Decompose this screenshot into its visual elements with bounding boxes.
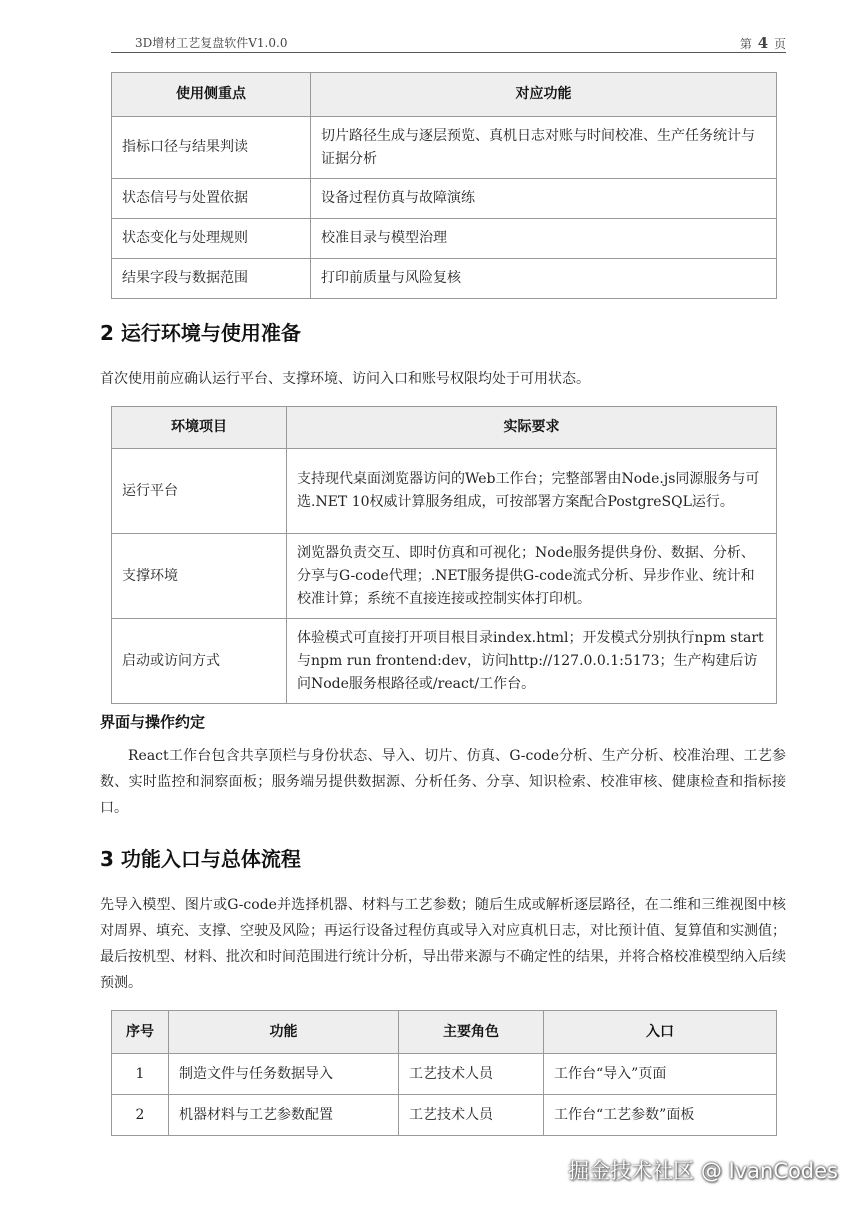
environment-table — [111, 406, 777, 704]
table-header-row — [112, 73, 777, 117]
table-cell: 制造文件与任务数据导入 — [169, 1054, 399, 1095]
table-row — [112, 449, 777, 534]
table-row — [112, 179, 777, 219]
table-row — [112, 117, 777, 179]
table-cell: 指标口径与结果判读 — [112, 117, 311, 179]
page-suffix: 页 — [773, 37, 786, 51]
table-row — [112, 1054, 777, 1095]
column-header: 对应功能 — [311, 73, 777, 117]
table-cell: 工作台“导入”页面 — [544, 1054, 777, 1095]
table-cell: 体验模式可直接打开项目根目录index.html；开发模式分别执行npm start与npm run frontend:dev，访问http://127.0.0.1:5173；生产构建后访问Node服务根路径或/react/工作台。 — [287, 619, 777, 704]
table-cell: 1 — [112, 1054, 169, 1095]
page-prefix: 第 — [739, 37, 752, 51]
table-cell: 工艺技术人员 — [399, 1095, 544, 1136]
watermark: 掘金技术社区 @ IvanCodes — [568, 1159, 838, 1183]
column-header: 环境项目 — [112, 407, 287, 449]
table-cell: 工作台“工艺参数”面板 — [544, 1095, 777, 1136]
function-entry-table — [111, 1010, 777, 1136]
table-cell: 状态变化与处理规则 — [112, 219, 311, 259]
page-header — [111, 30, 786, 53]
section-intro: 先导入模型、图片或G-code并选择机器、材料与工艺参数；随后生成或解析逐层路径，在二维和三维视图中核对周界、填充、支撑、空驶及风险；再运行设备过程仿真或导入对应真机日志，对比预计值、复算值和实测值；最后按机型、材料、批次和时间范围进行统计分析，导出带来源与不确定性的结果，并将合格校准模型纳入后续预测。 — [100, 897, 786, 991]
column-header: 使用侧重点 — [112, 73, 311, 117]
table-row — [112, 259, 777, 299]
page-number: 4 — [757, 34, 769, 52]
table-cell: 2 — [112, 1095, 169, 1136]
table-row — [112, 219, 777, 259]
column-header: 实际要求 — [287, 407, 777, 449]
section-heading: 3 功能入口与总体流程 — [100, 847, 301, 871]
column-header: 序号 — [112, 1011, 169, 1054]
table-cell: 结果字段与数据范围 — [112, 259, 311, 299]
table-cell: 打印前质量与风险复核 — [311, 259, 777, 299]
table-cell: 工艺技术人员 — [399, 1054, 544, 1095]
table-cell: 浏览器负责交互、即时仿真和可视化；Node服务提供身份、数据、分析、分享与G-code代理；.NET服务提供G-code流式分析、异步作业、统计和校准计算；系统不直接连接或控制实体打印机。 — [287, 534, 777, 619]
table-row — [112, 619, 777, 704]
table-cell: 运行平台 — [112, 449, 287, 534]
table-row — [112, 1095, 777, 1136]
section-heading: 2 运行环境与使用准备 — [100, 321, 301, 345]
table-cell: 设备过程仿真与故障演练 — [311, 179, 777, 219]
table-header-row — [112, 407, 777, 449]
table-cell: 切片路径生成与逐层预览、真机日志对账与时间校准、生产任务统计与证据分析 — [311, 117, 777, 179]
table-row — [112, 534, 777, 619]
usage-focus-table — [111, 72, 777, 299]
page-indicator — [740, 34, 786, 52]
table-cell: 校准目录与模型治理 — [311, 219, 777, 259]
table-cell: 支持现代桌面浏览器访问的Web工作台；完整部署由Node.js同源服务与可选.NET 10权威计算服务组成，可按部署方案配合PostgreSQL运行。 — [287, 449, 777, 534]
table-cell: 状态信号与处置依据 — [112, 179, 311, 219]
subsection-body: React工作台包含共享顶栏与身份状态、导入、切片、仿真、G-code分析、生产分析、校准治理、工艺参数、实时监控和洞察面板；服务端另提供数据源、分析任务、分享、知识检索、校准审核、健康检查和指标接口。 — [100, 748, 786, 816]
table-header-row — [112, 1011, 777, 1054]
column-header: 入口 — [544, 1011, 777, 1054]
table-cell: 机器材料与工艺参数配置 — [169, 1095, 399, 1136]
subsection-heading: 界面与操作约定 — [100, 713, 206, 731]
table-cell: 启动或访问方式 — [112, 619, 287, 704]
document-title: 3D增材工艺复盘软件V1.0.0 — [135, 36, 288, 50]
column-header: 功能 — [169, 1011, 399, 1054]
section-intro: 首次使用前应确认运行平台、支撑环境、访问入口和账号权限均处于可用状态。 — [100, 371, 590, 387]
column-header: 主要角色 — [399, 1011, 544, 1054]
table-cell: 支撑环境 — [112, 534, 287, 619]
